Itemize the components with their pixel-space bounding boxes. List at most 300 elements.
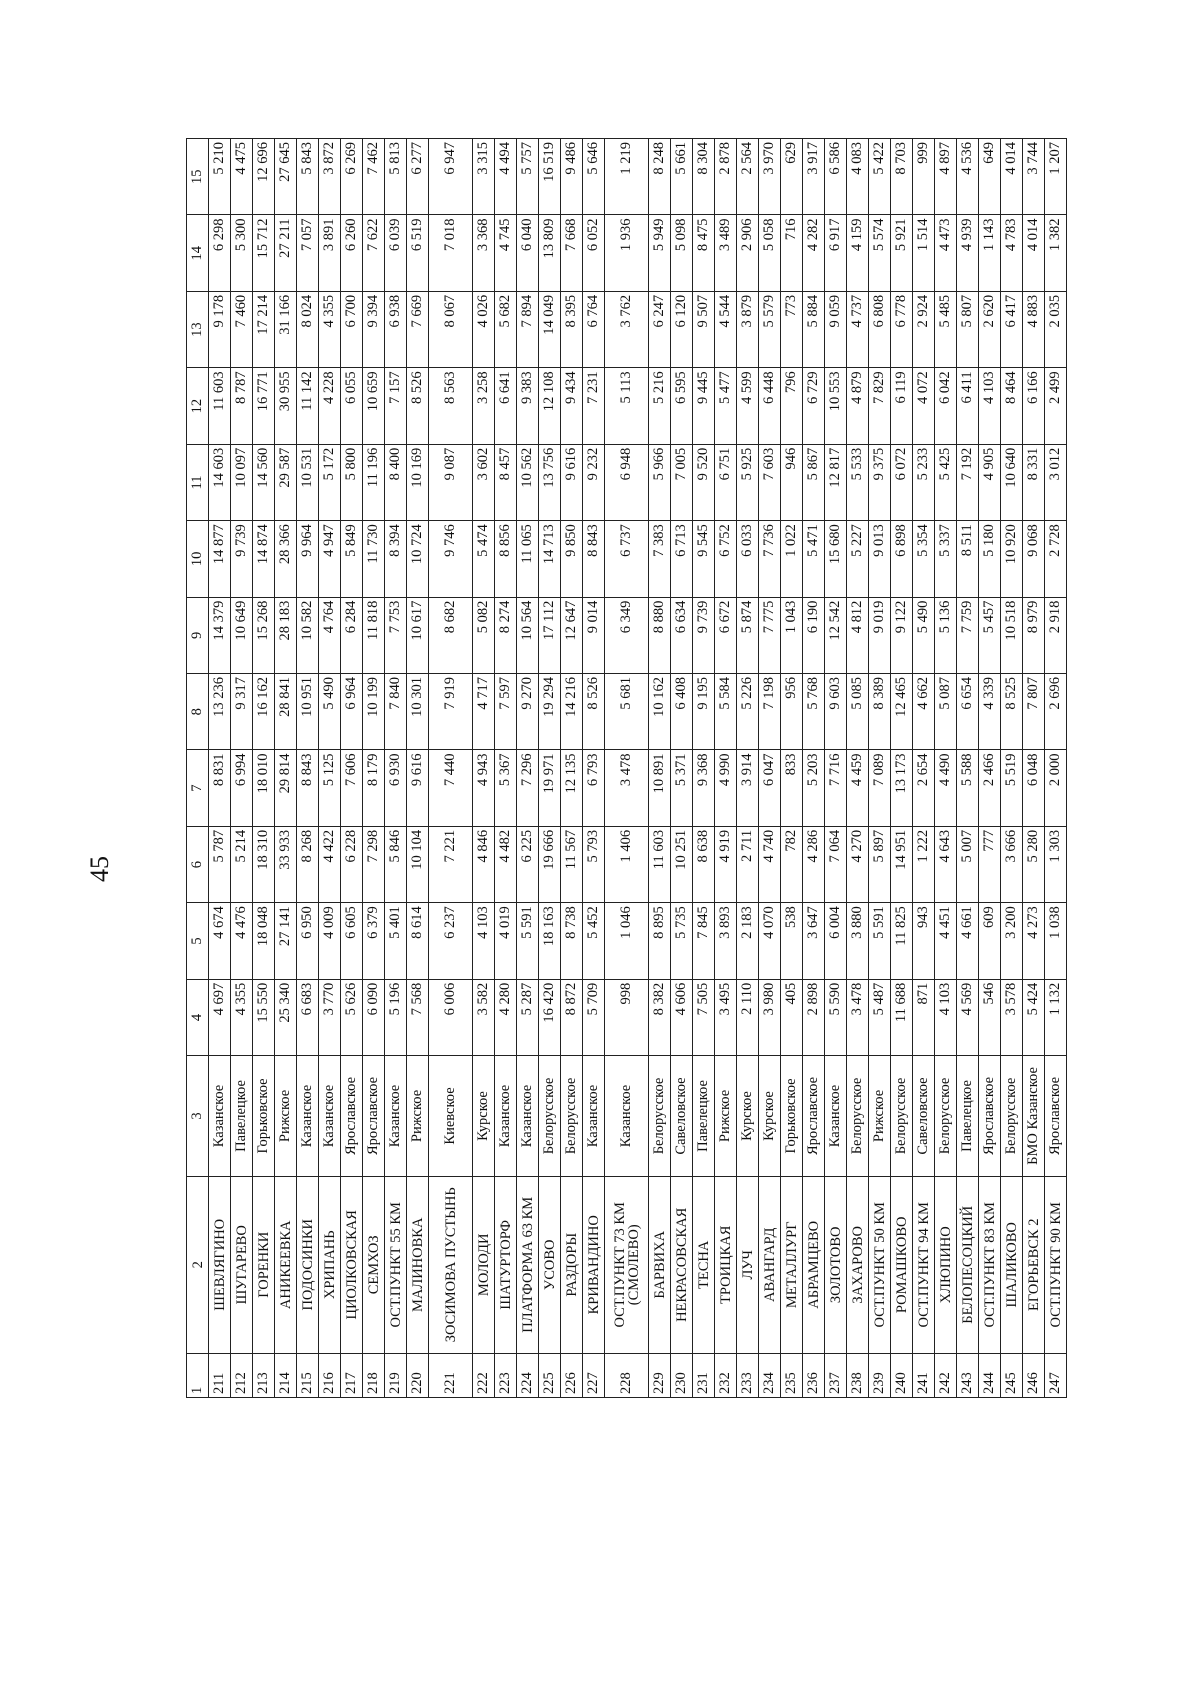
- row-number-cell: 232: [715, 1353, 737, 1397]
- value-cell: 5 085: [847, 674, 869, 750]
- value-cell: 10 649: [231, 597, 253, 673]
- value-cell: 5 588: [957, 750, 979, 826]
- value-cell: 7 298: [363, 826, 385, 902]
- station-name-cell: ЗОЛОТОВО: [825, 1176, 847, 1353]
- value-cell: 11 688: [891, 979, 913, 1055]
- value-cell: 6 166: [1023, 368, 1045, 444]
- value-cell: 5 661: [671, 139, 693, 216]
- value-cell: 4 662: [913, 674, 935, 750]
- value-cell: 9 375: [869, 444, 891, 520]
- value-cell: 8 872: [561, 979, 583, 1055]
- value-cell: 8 843: [297, 750, 319, 826]
- value-cell: 11 065: [517, 521, 539, 597]
- value-cell: 8 979: [1023, 597, 1045, 673]
- station-name-cell: ОСТ.ПУНКТ 94 КМ: [913, 1176, 935, 1353]
- value-cell: 6 269: [341, 139, 363, 216]
- value-cell: 6 938: [385, 291, 407, 367]
- row-number-cell: 215: [297, 1353, 319, 1397]
- value-cell: 4 009: [319, 903, 341, 979]
- value-cell: 4 103: [473, 903, 495, 979]
- row-number-cell: 242: [935, 1353, 957, 1397]
- value-cell: 8 738: [561, 903, 583, 979]
- value-cell: 5 843: [297, 139, 319, 216]
- value-cell: 8 563: [429, 368, 473, 444]
- value-cell: 2 000: [1045, 750, 1067, 826]
- value-cell: 11 603: [209, 368, 231, 444]
- value-cell: 5 422: [869, 139, 891, 216]
- value-cell: 4 103: [935, 979, 957, 1055]
- value-cell: 1 514: [913, 215, 935, 291]
- value-cell: 6 917: [825, 215, 847, 291]
- value-cell: 10 104: [407, 826, 429, 902]
- railway-direction-cell: Казанское: [385, 1056, 407, 1177]
- value-cell: 7 919: [429, 674, 473, 750]
- value-cell: 6 737: [605, 521, 649, 597]
- railway-direction-cell: Казанское: [297, 1056, 319, 1177]
- column-header: 13: [187, 291, 209, 367]
- row-number-cell: 237: [825, 1353, 847, 1397]
- value-cell: 6 793: [583, 750, 605, 826]
- column-header: 6: [187, 826, 209, 902]
- value-cell: 16 519: [539, 139, 561, 216]
- value-cell: 12 542: [825, 597, 847, 673]
- value-cell: 2 110: [737, 979, 759, 1055]
- value-cell: 18 310: [253, 826, 275, 902]
- row-number-cell: 231: [693, 1353, 715, 1397]
- value-cell: 9 059: [825, 291, 847, 367]
- value-cell: 3 578: [1001, 979, 1023, 1055]
- value-cell: 2 654: [913, 750, 935, 826]
- row-number-cell: 240: [891, 1353, 913, 1397]
- value-cell: 5 233: [913, 444, 935, 520]
- row-number-cell: 241: [913, 1353, 935, 1397]
- value-cell: 5 574: [869, 215, 891, 291]
- row-number-cell: 227: [583, 1353, 605, 1397]
- value-cell: 5 287: [517, 979, 539, 1055]
- railway-direction-cell: Казанское: [209, 1056, 231, 1177]
- value-cell: 6 237: [429, 903, 473, 979]
- value-cell: 9 087: [429, 444, 473, 520]
- value-cell: 1 303: [1045, 826, 1067, 902]
- station-passenger-table: [186, 138, 1067, 1398]
- station-name-cell: БАРВИХА: [649, 1176, 671, 1353]
- value-cell: 7 736: [759, 521, 781, 597]
- value-cell: 1 038: [1045, 903, 1067, 979]
- value-cell: 4 451: [935, 903, 957, 979]
- value-cell: 4 083: [847, 139, 869, 216]
- value-cell: 6 090: [363, 979, 385, 1055]
- value-cell: 546: [979, 979, 1001, 1055]
- value-cell: 5 949: [649, 215, 671, 291]
- value-cell: 5 087: [935, 674, 957, 750]
- value-cell: 3 647: [803, 903, 825, 979]
- table-row: [275, 139, 297, 1398]
- table-row: [517, 139, 539, 1398]
- row-number-cell: 247: [1045, 1353, 1067, 1397]
- value-cell: 6 964: [341, 674, 363, 750]
- table-row: [253, 139, 275, 1398]
- value-cell: 3 770: [319, 979, 341, 1055]
- value-cell: 11 142: [297, 368, 319, 444]
- value-cell: 5 300: [231, 215, 253, 291]
- value-cell: 8 843: [583, 521, 605, 597]
- row-number-cell: 224: [517, 1353, 539, 1397]
- row-number-cell: 239: [869, 1353, 891, 1397]
- value-cell: 6 752: [715, 521, 737, 597]
- column-header: 7: [187, 750, 209, 826]
- railway-direction-cell: Рижское: [275, 1056, 297, 1177]
- value-cell: 12 817: [825, 444, 847, 520]
- table-row: [759, 139, 781, 1398]
- value-cell: 2 711: [737, 826, 759, 902]
- railway-direction-cell: Ярославское: [363, 1056, 385, 1177]
- value-cell: 9 013: [869, 521, 891, 597]
- value-cell: 999: [913, 139, 935, 216]
- row-number-cell: 233: [737, 1353, 759, 1397]
- value-cell: 6 042: [935, 368, 957, 444]
- row-number-cell: 217: [341, 1353, 363, 1397]
- value-cell: 10 097: [231, 444, 253, 520]
- value-cell: 2 878: [715, 139, 737, 216]
- value-cell: 6 411: [957, 368, 979, 444]
- table-row: [605, 139, 649, 1398]
- value-cell: 1 406: [605, 826, 649, 902]
- value-cell: 9 746: [429, 521, 473, 597]
- value-cell: 19 971: [539, 750, 561, 826]
- value-cell: 3 489: [715, 215, 737, 291]
- value-cell: 6 055: [341, 368, 363, 444]
- value-cell: 5 626: [341, 979, 363, 1055]
- value-cell: 6 605: [341, 903, 363, 979]
- value-cell: 11 196: [363, 444, 385, 520]
- value-cell: 8 248: [649, 139, 671, 216]
- value-cell: 773: [781, 291, 803, 367]
- value-cell: 6 641: [495, 368, 517, 444]
- value-cell: 6 247: [649, 291, 671, 367]
- value-cell: 19 294: [539, 674, 561, 750]
- column-header: 1: [187, 1353, 209, 1397]
- value-cell: 5 533: [847, 444, 869, 520]
- value-cell: 5 897: [869, 826, 891, 902]
- value-cell: 7 221: [429, 826, 473, 902]
- value-cell: 4 490: [935, 750, 957, 826]
- value-cell: 1 222: [913, 826, 935, 902]
- value-cell: 6 519: [407, 215, 429, 291]
- value-cell: 7 894: [517, 291, 539, 367]
- railway-direction-cell: Рижское: [407, 1056, 429, 1177]
- table-row: [715, 139, 737, 1398]
- row-number-cell: 214: [275, 1353, 297, 1397]
- value-cell: 5 646: [583, 139, 605, 216]
- value-cell: 8 331: [1023, 444, 1045, 520]
- value-cell: 4 270: [847, 826, 869, 902]
- value-cell: 5 227: [847, 521, 869, 597]
- row-number-cell: 213: [253, 1353, 275, 1397]
- table-row: [407, 139, 429, 1398]
- value-cell: 15 712: [253, 215, 275, 291]
- table-row: [957, 139, 979, 1398]
- value-cell: 14 951: [891, 826, 913, 902]
- value-cell: 17 214: [253, 291, 275, 367]
- value-cell: 9 850: [561, 521, 583, 597]
- value-cell: 5 681: [605, 674, 649, 750]
- value-cell: 5 452: [583, 903, 605, 979]
- value-cell: 8 024: [297, 291, 319, 367]
- value-cell: 9 122: [891, 597, 913, 673]
- value-cell: 10 564: [517, 597, 539, 673]
- railway-direction-cell: Рижское: [869, 1056, 891, 1177]
- value-cell: 5 172: [319, 444, 341, 520]
- value-cell: 5 735: [671, 903, 693, 979]
- station-name-cell: РОМАШКОВО: [891, 1176, 913, 1353]
- value-cell: 5 579: [759, 291, 781, 367]
- station-name-cell: МОЛОДИ: [473, 1176, 495, 1353]
- value-cell: 4 282: [803, 215, 825, 291]
- value-cell: 8 526: [407, 368, 429, 444]
- value-cell: 7 231: [583, 368, 605, 444]
- table-row: [935, 139, 957, 1398]
- value-cell: 7 622: [363, 215, 385, 291]
- value-cell: 11 730: [363, 521, 385, 597]
- value-cell: 5 490: [913, 597, 935, 673]
- railway-direction-cell: Савеловское: [671, 1056, 693, 1177]
- value-cell: 777: [979, 826, 1001, 902]
- value-cell: 4 606: [671, 979, 693, 1055]
- value-cell: 8 457: [495, 444, 517, 520]
- value-cell: 8 703: [891, 139, 913, 216]
- value-cell: 6 778: [891, 291, 913, 367]
- table-row: [363, 139, 385, 1398]
- value-cell: 5 966: [649, 444, 671, 520]
- value-cell: 3 980: [759, 979, 781, 1055]
- station-name-cell: ШАТУРТОРФ: [495, 1176, 517, 1353]
- value-cell: 9 317: [231, 674, 253, 750]
- value-cell: 5 867: [803, 444, 825, 520]
- railway-direction-cell: Казанское: [825, 1056, 847, 1177]
- value-cell: 18 048: [253, 903, 275, 979]
- value-cell: 15 268: [253, 597, 275, 673]
- railway-direction-cell: Павелецкое: [693, 1056, 715, 1177]
- railway-direction-cell: Рижское: [715, 1056, 737, 1177]
- table-row: [693, 139, 715, 1398]
- value-cell: 6 379: [363, 903, 385, 979]
- value-cell: 1 219: [605, 139, 649, 216]
- value-cell: 5 354: [913, 521, 935, 597]
- value-cell: 10 562: [517, 444, 539, 520]
- value-cell: 2 728: [1045, 521, 1067, 597]
- station-name-cell: ГОРЕНКИ: [253, 1176, 275, 1353]
- value-cell: 16 420: [539, 979, 561, 1055]
- value-cell: 7 296: [517, 750, 539, 826]
- column-header: 15: [187, 139, 209, 216]
- value-cell: 5 098: [671, 215, 693, 291]
- value-cell: 14 877: [209, 521, 231, 597]
- value-cell: 6 349: [605, 597, 649, 673]
- value-cell: 6 277: [407, 139, 429, 216]
- value-cell: 10 659: [363, 368, 385, 444]
- value-cell: 6 047: [759, 750, 781, 826]
- value-cell: 12 108: [539, 368, 561, 444]
- value-cell: 18 010: [253, 750, 275, 826]
- value-cell: 5 793: [583, 826, 605, 902]
- value-cell: 8 394: [385, 521, 407, 597]
- value-cell: 5 367: [495, 750, 517, 826]
- value-cell: 13 173: [891, 750, 913, 826]
- row-number-cell: 221: [429, 1353, 473, 1397]
- value-cell: 629: [781, 139, 803, 216]
- table-row: [231, 139, 253, 1398]
- value-cell: 7 597: [495, 674, 517, 750]
- station-name-cell: АНИКЕЕВКА: [275, 1176, 297, 1353]
- station-name-cell: БЕЛОПЕСОЦКИЙ: [957, 1176, 979, 1353]
- station-name-cell: ШУГАРЕВО: [231, 1176, 253, 1353]
- railway-direction-cell: Ярославское: [1045, 1056, 1067, 1177]
- value-cell: 5 280: [1023, 826, 1045, 902]
- value-cell: 5 807: [957, 291, 979, 367]
- value-cell: 8 464: [1001, 368, 1023, 444]
- value-cell: 7 759: [957, 597, 979, 673]
- value-cell: 8 682: [429, 597, 473, 673]
- row-number-cell: 229: [649, 1353, 671, 1397]
- railway-direction-cell: Белорусское: [539, 1056, 561, 1177]
- station-name-cell: ЗОСИМОВА ПУСТЫНЬ: [429, 1176, 473, 1353]
- value-cell: 2 564: [737, 139, 759, 216]
- row-number-cell: 244: [979, 1353, 1001, 1397]
- value-cell: 3 602: [473, 444, 495, 520]
- value-cell: 7 505: [693, 979, 715, 1055]
- value-cell: 4 273: [1023, 903, 1045, 979]
- value-cell: 9 964: [297, 521, 319, 597]
- value-cell: 6 072: [891, 444, 913, 520]
- railway-direction-cell: Савеловское: [913, 1056, 935, 1177]
- value-cell: 5 136: [935, 597, 957, 673]
- value-cell: 5 471: [803, 521, 825, 597]
- railway-direction-cell: Казанское: [319, 1056, 341, 1177]
- value-cell: 10 920: [1001, 521, 1023, 597]
- value-cell: 5 226: [737, 674, 759, 750]
- value-cell: 9 394: [363, 291, 385, 367]
- row-number-cell: 245: [1001, 1353, 1023, 1397]
- value-cell: 6 298: [209, 215, 231, 291]
- table-row: [539, 139, 561, 1398]
- value-cell: 2 035: [1045, 291, 1067, 367]
- railway-direction-cell: Ярославское: [979, 1056, 1001, 1177]
- table-row: [1023, 139, 1045, 1398]
- value-cell: 998: [605, 979, 649, 1055]
- value-cell: 5 457: [979, 597, 1001, 673]
- value-cell: 5 337: [935, 521, 957, 597]
- value-cell: 4 783: [1001, 215, 1023, 291]
- value-cell: 29 814: [275, 750, 297, 826]
- railway-direction-cell: Казанское: [495, 1056, 517, 1177]
- railway-direction-cell: Казанское: [605, 1056, 649, 1177]
- value-cell: 6 898: [891, 521, 913, 597]
- value-cell: 7 440: [429, 750, 473, 826]
- value-cell: 11 567: [561, 826, 583, 902]
- railway-direction-cell: БМО Казанское: [1023, 1056, 1045, 1177]
- station-name-cell: ОСТ.ПУНКТ 50 КМ: [869, 1176, 891, 1353]
- row-number-cell: 246: [1023, 1353, 1045, 1397]
- value-cell: 5 007: [957, 826, 979, 902]
- value-cell: 5 849: [341, 521, 363, 597]
- value-cell: 4 072: [913, 368, 935, 444]
- value-cell: 4 919: [715, 826, 737, 902]
- row-number-cell: 226: [561, 1353, 583, 1397]
- value-cell: 4 883: [1023, 291, 1045, 367]
- value-cell: 4 014: [1001, 139, 1023, 216]
- value-cell: 6 408: [671, 674, 693, 750]
- value-cell: 8 880: [649, 597, 671, 673]
- value-cell: 4 943: [473, 750, 495, 826]
- value-cell: 9 019: [869, 597, 891, 673]
- value-cell: 4 070: [759, 903, 781, 979]
- value-cell: 7 829: [869, 368, 891, 444]
- value-cell: 3 970: [759, 139, 781, 216]
- value-cell: 9 270: [517, 674, 539, 750]
- value-cell: 8 638: [693, 826, 715, 902]
- value-cell: 18 163: [539, 903, 561, 979]
- value-cell: 956: [781, 674, 803, 750]
- value-cell: 4 897: [935, 139, 957, 216]
- station-name-cell: ОСТ.ПУНКТ 55 КМ: [385, 1176, 407, 1353]
- value-cell: 4 355: [319, 291, 341, 367]
- value-cell: 7 018: [429, 215, 473, 291]
- value-cell: 6 654: [957, 674, 979, 750]
- value-cell: 6 930: [385, 750, 407, 826]
- table-row: [473, 139, 495, 1398]
- value-cell: 10 640: [1001, 444, 1023, 520]
- value-cell: 11 603: [649, 826, 671, 902]
- value-cell: 8 382: [649, 979, 671, 1055]
- value-cell: 4 905: [979, 444, 1001, 520]
- railway-direction-cell: Горьковское: [253, 1056, 275, 1177]
- value-cell: 4 355: [231, 979, 253, 1055]
- value-cell: 8 831: [209, 750, 231, 826]
- value-cell: 1 022: [781, 521, 803, 597]
- value-cell: 8 400: [385, 444, 407, 520]
- value-cell: 5 813: [385, 139, 407, 216]
- table-row: [385, 139, 407, 1398]
- station-name-cell: МЕТАЛЛУРГ: [781, 1176, 803, 1353]
- row-number-cell: 225: [539, 1353, 561, 1397]
- value-cell: 5 921: [891, 215, 913, 291]
- value-cell: 3 880: [847, 903, 869, 979]
- value-cell: 7 753: [385, 597, 407, 673]
- value-cell: 1 207: [1045, 139, 1067, 216]
- value-cell: 4 947: [319, 521, 341, 597]
- value-cell: 6 764: [583, 291, 605, 367]
- value-cell: 4 661: [957, 903, 979, 979]
- row-number-cell: 212: [231, 1353, 253, 1397]
- value-cell: 7 716: [825, 750, 847, 826]
- value-cell: 4 544: [715, 291, 737, 367]
- value-cell: 8 395: [561, 291, 583, 367]
- value-cell: 1 382: [1045, 215, 1067, 291]
- value-cell: 6 048: [1023, 750, 1045, 826]
- value-cell: 6 033: [737, 521, 759, 597]
- station-name-cell: ХЛЮПИНО: [935, 1176, 957, 1353]
- value-cell: 7 840: [385, 674, 407, 750]
- value-cell: 6 595: [671, 368, 693, 444]
- value-cell: 10 951: [297, 674, 319, 750]
- table-row: [561, 139, 583, 1398]
- value-cell: 6 672: [715, 597, 737, 673]
- value-cell: 716: [781, 215, 803, 291]
- value-cell: 871: [913, 979, 935, 1055]
- value-cell: 13 236: [209, 674, 231, 750]
- station-name-cell: ШАЛИКОВО: [1001, 1176, 1023, 1353]
- value-cell: 8 475: [693, 215, 715, 291]
